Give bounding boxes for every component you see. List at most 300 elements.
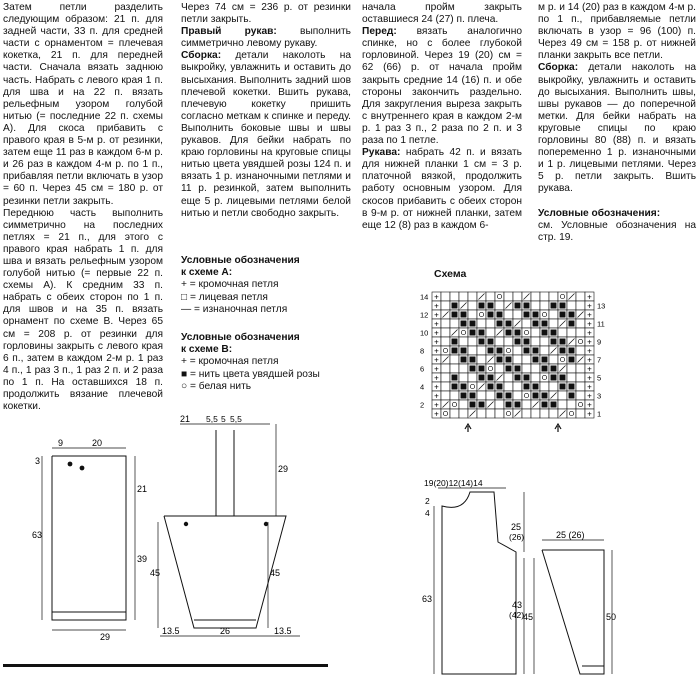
chart-symbol [560,384,566,390]
chart-symbol: + [434,409,439,419]
chart-cell [504,346,513,355]
dim-label: 3 [35,456,41,466]
legend-b-item: ■ = нить цвета увядшей розы [181,368,320,380]
dim-label: 21 [180,414,191,424]
chart-symbol: + [587,382,592,392]
back-outline [52,456,126,620]
chart-arrow [555,424,561,432]
chart-symbol [524,303,530,309]
diagram-sleeve-2 [520,528,620,678]
chart-cell [576,292,585,301]
chart-cell [468,346,477,355]
chart-row-number: 11 [597,319,605,329]
chart-cell [504,373,513,382]
chart-symbol: + [434,337,439,347]
legend-scheme-a [181,255,351,316]
chart-cell [495,337,504,346]
chart-cell [495,364,504,373]
chart-row-number: 6 [420,364,425,374]
chart-symbol [542,393,548,399]
chart-cell [576,373,585,382]
chart-cell [477,346,486,355]
chart-symbol: + [434,364,439,374]
chart-symbol [515,375,521,381]
chart-cell [531,301,540,310]
chart-symbol [524,339,530,345]
diagram-back-part [30,434,160,664]
chart-cell [531,364,540,373]
col4-assembly-title: Сборка: [538,62,579,74]
dim-label: 43 [512,600,523,610]
chart-cell [468,382,477,391]
dim-label: 63 [32,530,43,540]
sleeves-paragraph [362,147,522,232]
chart-symbol [452,303,458,309]
chart-cell [540,301,549,310]
right-sleeve-title: Правый рукав: [181,26,277,38]
chart-symbol [533,384,539,390]
col1-paragraph-2: Переднюю часть выполнить симметрично на последних петлях = 21 п., для этого с правого края набрать 1 п. для шва и вязать рельефным узором голубой нитью (= первые 22 п. схемы А). К средним 33 п. набрать с обеих сторон по 1 п. для швов и на 35 п. вязать орнамент по схеме В. Через 65 см = 208 р. от резинки для горловины закрыть с левого края 6 п., затем в каждом 2-м р. 1 раз 4 п., 1 раз 3 п., 1 раз 2 п. и 2 раза по 1 п. На оставшихся 18 п. продолжить вязание плечевой кокетки. [3,207,163,413]
chart-cell [549,409,558,418]
chart-cell [504,292,513,301]
chart-symbol: + [587,310,592,320]
chart-symbol: + [587,373,592,383]
chart-cell [513,355,522,364]
chart-symbol: + [587,364,592,374]
chart-cell [450,292,459,301]
chart-symbol [542,321,548,327]
chart-cell [513,310,522,319]
dim-label: 5,5 [230,414,242,424]
chart-cell [522,400,531,409]
chart-symbol [452,339,458,345]
chart-cell [540,292,549,301]
chart-symbol [488,375,494,381]
text-column-3 [362,2,522,232]
chart-cell [549,319,558,328]
col2-paragraph-1: Через 74 см = 236 р. от резинки петли закрыть. [181,2,351,26]
chart-cell [495,409,504,418]
chart-cell [504,382,513,391]
chart-symbol [560,339,566,345]
chart-symbol: + [587,355,592,365]
sleeves-text: набрать 42 п. и вязать для нижней планки 1 см = 3 р. платочной вязкой, продолжить работу основным узором. Для скосов прибавить с обеих сторон в 9-м р. от нижней планки, затем еще 12 (8) раз в каждом 6- [362,147,522,231]
knitting-chart [420,282,620,432]
chart-cell [441,364,450,373]
chart-cell [477,409,486,418]
chart-symbol: + [587,400,592,410]
chart-symbol: + [434,400,439,410]
col4-assembly-text: детали наколоть на выкройку, увлажнить и оставить до высыхания. Выполнить швы, швы рукавов — до поперечной метки. Для бейки набрать на круговые спицы по краю горловины 80 (88) п. и вязать попеременно 1 р. изнаночными и 1 р. лицевыми петлями. Через 5 р. петли закрыть. Вшить рукава. [538,62,696,195]
text-column-2 [181,2,351,220]
chart-cell [549,382,558,391]
chart-symbol [497,384,503,390]
chart-symbol [452,348,458,354]
chart-cell [567,409,576,418]
chart-cell [540,337,549,346]
dim-label: 20 [92,438,103,448]
dim-label: 4 [425,508,430,518]
chart-symbol [497,393,503,399]
chart-cell [468,373,477,382]
chart-symbol [506,366,512,372]
chart-symbol [533,348,539,354]
col3-paragraph-0: начала пройм закрыть оставшиеся 24 (27) п. плеча. [362,2,522,26]
chart-symbol: + [587,319,592,329]
chart-cell [450,391,459,400]
chart-symbol [479,402,485,408]
assembly-text: детали наколоть на выкройку, увлажнить и оставить до высыхания. Выполнить задний шов плечевой кокетки. Вшить рукава, плечевую кокетку пришить согласно меткам к спинке и переду. Выполнить боковые швы и швы рукавов. Для бейки набрать по краю горловины на круговые спицы нитью цвета увядшей розы 124 п. и вязать 1 р. изнаночными петлями и 11 р. резинкой, затем выполнить еще 5 р. лицевыми петлями белой нитью и петли свободно закрыть. [181,50,351,219]
chart-cell [459,292,468,301]
dim-label: 2 [425,496,430,506]
chart-cell [477,310,486,319]
front-text: вязать аналогично спинке, но с более глубокой горловиной. Через 19 (20) см = 62 (66) р. от начала пройм закрыть средние 14 (16) п. и обе стороны закончить раздельно. Для закругления выреза закрыть с внутреннего края в каждом 2-м р. 1 раз 3 п., 2 раза по 2 п. и 3 раза по 1 петле. [362,26,522,147]
dim-label: 50 [606,612,617,622]
marker-dot [264,522,268,526]
chart-row-number: 12 [420,310,429,320]
chart-cell [441,319,450,328]
dim-label: 45 [523,612,534,622]
chart-symbol [506,393,512,399]
front-paragraph [362,26,522,147]
chart-symbol: + [587,346,592,356]
chart-cell [522,409,531,418]
chart-symbol [479,366,485,372]
chart-cell [495,292,504,301]
chart-row-number: 14 [420,292,429,302]
chart-symbol [560,348,566,354]
legend-a-title-1: Условные обозначения [181,255,300,266]
dim-label: 13.5 [274,626,292,636]
dim-label: 5 [221,414,226,424]
chart-cell [450,355,459,364]
chart-cell [459,373,468,382]
chart-row-number: 10 [420,328,429,338]
legend-a-item: + = кромочная петля [181,279,279,291]
chart-cell [576,301,585,310]
chart-arrow [465,424,471,432]
chart-row-number: 9 [597,337,602,347]
right-sleeve-paragraph [181,26,351,50]
chart-cell [540,346,549,355]
chart-cell [558,391,567,400]
chart-cell [513,292,522,301]
chart-cell [459,337,468,346]
chart-cell [441,292,450,301]
legend-a-item: — = изнаночная петля [181,303,288,315]
chart-cell [549,292,558,301]
dim-label: 29 [278,464,289,474]
chart-symbol [452,375,458,381]
chart-symbol: + [587,409,592,419]
marker-dot [68,462,73,467]
chart-symbol [551,330,557,336]
chart-symbol [506,402,512,408]
chart-cell [558,328,567,337]
chart-cell [468,310,477,319]
text-column-1 [3,2,163,413]
chart-cell [558,355,567,364]
chart-symbol: + [434,301,439,311]
chart-cell [441,328,450,337]
chart-symbol [470,330,476,336]
legend-scheme-b [181,332,351,393]
chart-symbol [551,375,557,381]
chart-cell [522,364,531,373]
chart-symbol [515,339,521,345]
chart-cell [522,319,531,328]
dim-label: 39 [137,554,148,564]
chart-symbol [479,303,485,309]
chart-symbol [470,357,476,363]
assembly-paragraph [181,50,351,219]
chart-symbol [488,303,494,309]
chart-cell [576,409,585,418]
chart-symbol [533,312,539,318]
front-outline [442,492,516,674]
chart-symbol [560,312,566,318]
chart-cell [567,301,576,310]
chart-cell [441,391,450,400]
chart-cell [549,310,558,319]
chart-symbol [470,366,476,372]
chart-symbol [452,312,458,318]
chart-symbol [461,321,467,327]
chart-cell [450,409,459,418]
chart-cell [531,373,540,382]
chart-symbol [560,303,566,309]
chart-symbol [569,348,575,354]
chart-cell [531,292,540,301]
chart-cell [531,337,540,346]
chart-symbol: + [434,355,439,365]
chart-cell [522,391,531,400]
marker-dot [80,466,85,471]
chart-symbol: + [587,292,592,302]
chart-row-number: 4 [420,382,425,392]
chart-cell [477,355,486,364]
chart-symbol [569,357,575,363]
chart-symbol [551,339,557,345]
chart-symbol [470,393,476,399]
chart-cell [459,364,468,373]
chart-cell [576,319,585,328]
chart-cell [477,319,486,328]
chart-symbol [569,321,575,327]
chart-cell [468,301,477,310]
dim-label: 19(20)12(14)14 [424,478,483,488]
chart-cell [576,391,585,400]
chart-symbol [533,393,539,399]
col1-paragraph-1: Затем петли разделить следующим образом: 21 п. для задней части, 33 п. для средней части с орнаментом = плечевая кокетка, 21 п. для передней части. Сначала вязать заднюю часть. Набрать с левого края 1 п. для шва и на 22 п. вязать рельефным узором голубой нитью (= последние 22 п. схемы А). Для скоса прибавить с правого края в 5-м р. от резинки, затем еще 11 раз в каждом 6-м р. и 26 раз в каждом 4-м р. по 1 п., прибавляя петли включать в узор = 60 п. Через 45 см = 180 р. от резинки петли закрыть. [3,2,163,207]
chart-cell [441,337,450,346]
chart-cell [540,310,549,319]
yoke-outline [216,430,234,516]
chart-symbol [524,312,530,318]
chart-symbol: + [587,337,592,347]
chart-cell [567,364,576,373]
chart-cell [486,364,495,373]
chart-row-number: 7 [597,355,602,365]
chart-cell [486,319,495,328]
chart-symbol [497,348,503,354]
chart-symbol: + [434,382,439,392]
chart-symbol [542,366,548,372]
chart-symbol: + [434,310,439,320]
chart-cell [567,373,576,382]
chart-symbol [497,357,503,363]
chart-cell [540,382,549,391]
dim-label: 5,5 [206,414,218,424]
col4-paragraph-0: м р. и 14 (20) раз в каждом 4-м р. по 1 п., прибавляемые петли включать в узор = 96 (100) п. Через 49 см = 158 р. от нижней планки закрыть все петли. [538,2,696,62]
chart-cell [486,328,495,337]
chart-symbol: + [434,319,439,329]
chart-cell [450,319,459,328]
chart-cell [576,400,585,409]
chart-symbol [488,348,494,354]
chart-cell [522,328,531,337]
dim-label: 25 (26) [556,530,585,540]
legend-a-title-2: к схеме А: [181,267,233,279]
chart-cell [486,391,495,400]
dim-label: (26) [509,532,525,542]
dim-label: 63 [422,594,433,604]
chart-symbol [524,375,530,381]
chart-cell [495,400,504,409]
chart-title: Схема [434,268,467,280]
chart-cell [459,328,468,337]
chart-cell [441,382,450,391]
right-sleeve-text: выполнить симметрично левому рукаву. [181,26,351,50]
chart-symbol [515,330,521,336]
chart-row-number: 1 [597,409,602,419]
chart-symbol [506,321,512,327]
chart-cell [468,337,477,346]
chart-symbol [488,339,494,345]
chart-cell [558,292,567,301]
chart-cell [540,409,549,418]
chart-symbol [551,303,557,309]
chart-symbol [560,375,566,381]
dim-label: 13.5 [162,626,180,636]
chart-cell [441,346,450,355]
chart-symbol [479,339,485,345]
chart-cell [567,328,576,337]
chart-symbol [452,384,458,390]
chart-symbol [461,312,467,318]
chart-symbol [461,348,467,354]
chart-symbol: + [587,301,592,311]
chart-symbol [497,321,503,327]
chart-cell [558,400,567,409]
chart-symbol [488,312,494,318]
col4-assembly-paragraph [538,62,696,195]
chart-cell [549,355,558,364]
dim-label: 9 [58,438,64,448]
chart-cell [576,364,585,373]
chart-cell [567,400,576,409]
dim-label: 25 [511,522,522,532]
sleeves-title: Рукава: [362,147,401,159]
col4-legend-title: Условные обозначения: [538,207,661,219]
chart-row-number: 8 [420,346,425,356]
chart-symbol [470,321,476,327]
chart-row-number: 13 [597,301,606,311]
chart-cell [576,328,585,337]
chart-cell [459,400,468,409]
sleeve2-outline [542,550,604,674]
chart-symbol [461,393,467,399]
chart-cell [441,373,450,382]
chart-cell [513,382,522,391]
chart-symbol [533,357,539,363]
chart-cell [531,409,540,418]
diagram-sleeve-yoke [150,414,320,644]
dim-label: (42) [509,610,525,620]
chart-symbol [506,357,512,363]
chart-symbol [551,402,557,408]
dim-label: 21 [137,484,148,494]
chart-cell [441,409,450,418]
chart-row-number: 3 [597,391,602,401]
chart-symbol [479,330,485,336]
dim-label: 45 [150,568,161,578]
chart-cell [486,409,495,418]
chart-symbol [542,357,548,363]
chart-cell [576,337,585,346]
chart-symbol [569,312,575,318]
dim-label: 26 [220,626,231,636]
col4-legend-text: см. Условные обозначения на стр. 19. [538,219,696,243]
chart-symbol [524,384,530,390]
chart-symbol [542,330,548,336]
chart-cell [450,364,459,373]
chart-cell [576,346,585,355]
chart-symbol [461,384,467,390]
chart-symbol [506,330,512,336]
chart-symbol [497,312,503,318]
chart-symbol [569,393,575,399]
chart-symbol: + [434,346,439,356]
chart-symbol [488,384,494,390]
marker-dot [184,522,188,526]
page-rule [3,664,328,667]
chart-cell [459,409,468,418]
chart-symbol: + [434,373,439,383]
chart-symbol [479,375,485,381]
chart-symbol: + [434,292,439,302]
chart-cell [486,292,495,301]
chart-cell [504,310,513,319]
chart-symbol: + [587,328,592,338]
chart-cell [468,292,477,301]
assembly-title: Сборка: [181,50,222,62]
legend-b-title-1: Условные обозначения [181,332,300,343]
chart-cell [504,337,513,346]
legend-b-item: + = кромочная петля [181,356,279,368]
dim-label: 29 [100,632,111,642]
chart-symbol [533,321,539,327]
legend-b-item: ○ = белая нить [181,380,252,392]
legend-b-title-2: к схеме В: [181,344,233,356]
chart-cell [477,391,486,400]
chart-symbol [542,402,548,408]
chart-cell [495,301,504,310]
chart-row-number: 2 [420,400,425,410]
front-title: Перед: [362,26,397,38]
chart-cell [513,346,522,355]
chart-cell [531,328,540,337]
